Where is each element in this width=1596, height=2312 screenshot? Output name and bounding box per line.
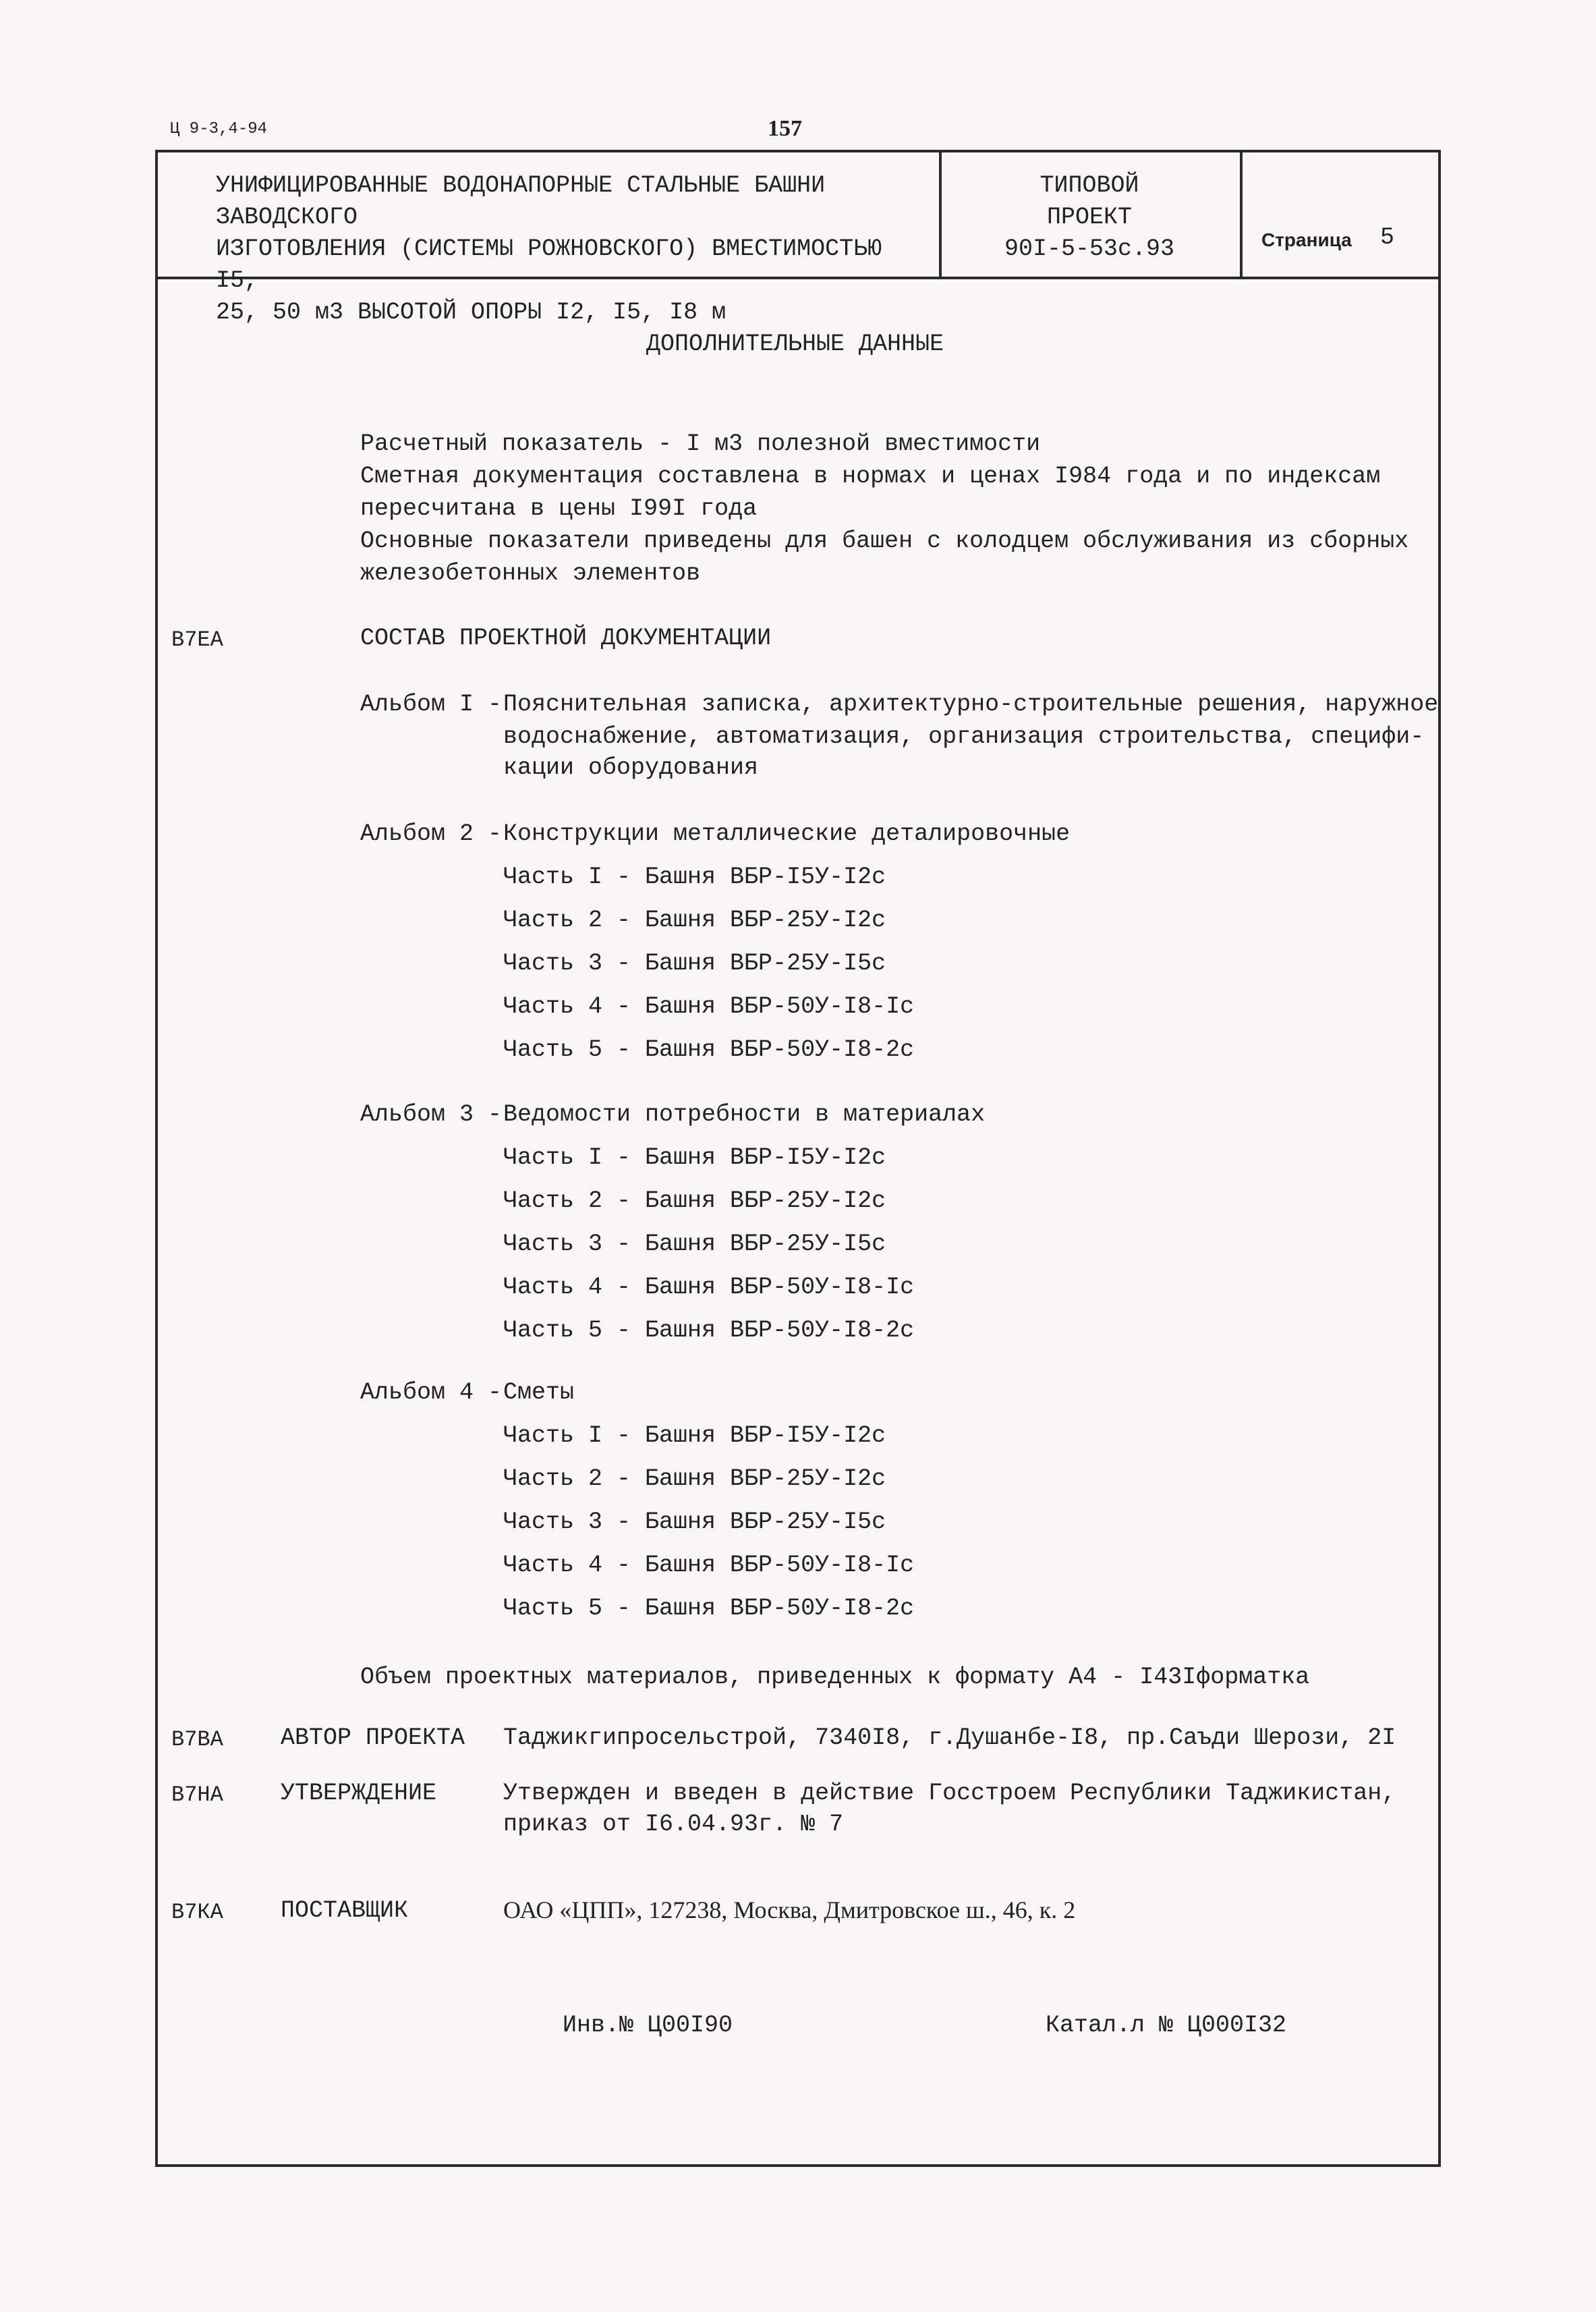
album-line: Пояснительная записка, архитектурно-строительные решения, наружное <box>503 691 1439 718</box>
album-part: Часть 2 - Башня ВБР-25У-I2с <box>503 1187 886 1214</box>
inventory-number: Инв.№ Ц00I90 <box>563 2012 733 2039</box>
album-line: кации оборудования <box>503 754 759 781</box>
album-label: Альбом I - <box>360 691 503 718</box>
album-part: Часть I - Башня ВБР-I5У-I2с <box>503 1422 886 1449</box>
supplier-value: ОАО «ЦПП», 127238, Москва, Дмитровское ш., 46, к. 2 <box>503 1896 1076 1923</box>
composition-title: СОСТАВ ПРОЕКТНОЙ ДОКУМЕНТАЦИИ <box>360 625 772 652</box>
album-title: Сметы <box>503 1379 575 1406</box>
document-code: Ц 9-3,4-94 <box>170 120 268 138</box>
album-part: Часть 3 - Башня ВБР-25У-I5с <box>503 1231 886 1258</box>
album-part: Часть 4 - Башня ВБР-50У-I8-Iс <box>503 1552 915 1579</box>
volume-line: Объем проектных материалов, приведенных к формату А4 - I43Iформатка <box>360 1664 1310 1691</box>
intro-line: Расчетный показатель - I м3 полезной вместимости <box>360 430 1041 457</box>
author-code: В7ВА <box>171 1727 223 1752</box>
header-divider-vertical <box>939 150 942 278</box>
title-line: УНИФИЦИРОВАННЫЕ ВОДОНАПОРНЫЕ СТАЛЬНЫЕ БАШНИ ЗАВОДСКОГО <box>216 172 826 231</box>
album-part: Часть 3 - Башня ВБР-25У-I5с <box>503 950 886 977</box>
author-value: Таджикгипросельстрой, 7340I8, г.Душанбе-I8, пр.Саъди Шерози, 2I <box>503 1724 1396 1751</box>
supplier-label: ПОСТАВЩИК <box>281 1897 409 1924</box>
catalog-number: Катал.л № Ц000I32 <box>1046 2012 1287 2039</box>
album-line: водоснабжение, автоматизация, организация строительства, специфи- <box>503 723 1425 750</box>
project-box <box>992 170 1187 265</box>
approval-label: УТВЕРЖДЕНИЕ <box>281 1780 437 1807</box>
album-title: Ведомости потребности в материалах <box>503 1101 986 1128</box>
album-part: Часть 4 - Башня ВБР-50У-I8-Iс <box>503 993 915 1020</box>
album-label: Альбом 3 - <box>360 1101 503 1128</box>
album-part: Часть 5 - Башня ВБР-50У-I8-2с <box>503 1317 915 1344</box>
album-part: Часть I - Башня ВБР-I5У-I2с <box>503 864 886 891</box>
album-part: Часть 2 - Башня ВБР-25У-I2с <box>503 1465 886 1492</box>
intro-line: железобетонных элементов <box>360 560 701 587</box>
project-number: 90I-5-53с.93 <box>1004 235 1175 262</box>
title-line: 25, 50 м3 ВЫСОТОЙ ОПОРЫ I2, I5, I8 м <box>216 299 726 326</box>
album-label: Альбом 2 - <box>360 820 503 847</box>
approval-code: В7НА <box>171 1782 223 1807</box>
approval-line: Утвержден и введен в действие Госстроем Республики Таджикистан, <box>503 1780 1396 1807</box>
intro-line: пересчитана в цены I99I года <box>360 495 758 522</box>
intro-line: Основные показатели приведены для башен с колодцем обслуживания из сборных <box>360 528 1409 555</box>
type-label: ТИПОВОЙ ПРОЕКТ <box>1039 172 1139 231</box>
section-heading: ДОПОЛНИТЕЛЬНЫЕ ДАННЫЕ <box>646 331 944 358</box>
page-number: 157 <box>768 116 802 141</box>
album-title: Конструкции металлические деталировочные <box>503 820 1071 847</box>
album-part: Часть 2 - Башня ВБР-25У-I2с <box>503 907 886 934</box>
album-part: Часть I - Башня ВБР-I5У-I2с <box>503 1144 886 1171</box>
album-part: Часть 5 - Башня ВБР-50У-I8-2с <box>503 1595 915 1622</box>
page-value: 5 <box>1380 224 1395 251</box>
album-part: Часть 3 - Башня ВБР-25У-I5с <box>503 1509 886 1535</box>
composition-code: В7ЕА <box>171 627 223 652</box>
author-label: АВТОР ПРОЕКТА <box>281 1724 465 1751</box>
album-part: Часть 5 - Башня ВБР-50У-I8-2с <box>503 1036 915 1063</box>
header-divider-vertical <box>1240 150 1243 278</box>
page-label: Страница <box>1261 229 1352 250</box>
album-label: Альбом 4 - <box>360 1379 503 1406</box>
document-title <box>216 170 931 329</box>
title-line: ИЗГОТОВЛЕНИЯ (СИСТЕМЫ РОЖНОВСКОГО) ВМЕСТИМОСТЬЮ I5, <box>216 235 882 294</box>
supplier-code: В7КА <box>171 1900 223 1925</box>
album-part: Часть 4 - Башня ВБР-50У-I8-Iс <box>503 1274 915 1301</box>
intro-line: Сметная документация составлена в нормах и ценах I984 года и по индексам <box>360 463 1381 490</box>
approval-line: приказ от I6.04.93г. № 7 <box>503 1811 844 1838</box>
